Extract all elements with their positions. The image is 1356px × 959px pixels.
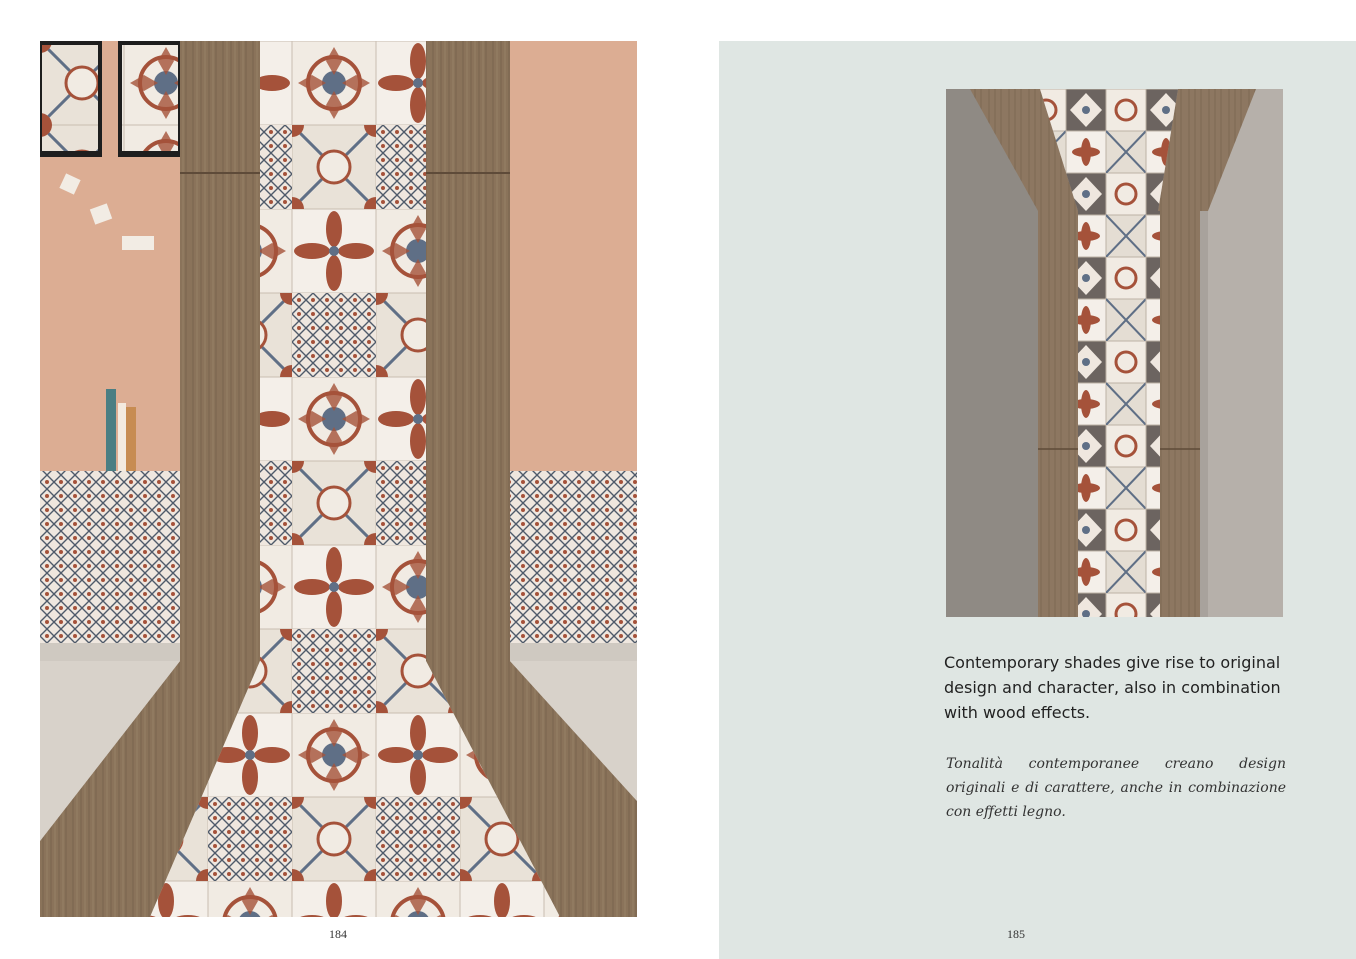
- page-number-right: 185: [1007, 927, 1025, 941]
- photo-illustration-left: [40, 41, 637, 917]
- right-page: [719, 41, 1356, 959]
- tile-installation-photo-right: [946, 89, 1283, 617]
- page-number-left: 184: [329, 927, 347, 941]
- caption-english: Contemporary shades give rise to original design and character, also in combination with wood effects.: [944, 653, 1281, 722]
- caption-italian: Tonalità contemporanee creano design originali e di carattere, anche in combinazione con effetti legno.: [946, 756, 1286, 820]
- photo-illustration-right: [946, 89, 1283, 617]
- tile-installation-photo-left: [40, 41, 637, 917]
